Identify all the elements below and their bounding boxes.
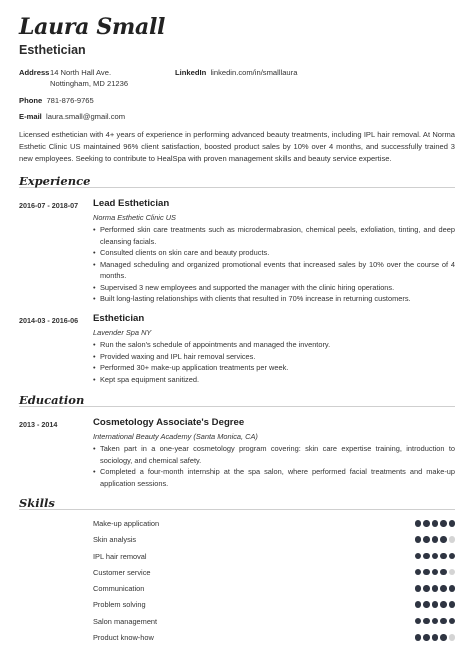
address-label: Address [19, 68, 50, 77]
entry-title: Cosmetology Associate's Degree [93, 417, 245, 428]
rating-dot-filled [432, 553, 439, 560]
experience-heading: Experience [19, 174, 91, 188]
contact-email [19, 111, 125, 122]
rating-dot-filled [440, 601, 447, 608]
skill-name: Product know-how [93, 633, 154, 643]
skill-name: IPL hair removal [93, 551, 147, 561]
rating-dot-filled [415, 585, 422, 592]
rating-dot-filled [449, 601, 456, 608]
linkedin-label: LinkedIn [175, 68, 207, 77]
skill-row [93, 600, 455, 616]
rating-dot-filled [423, 634, 430, 641]
rating-dot-filled [423, 601, 430, 608]
entry-dates: 2016-07 - 2018-07 [19, 201, 79, 210]
rating-dot-filled [432, 634, 439, 641]
rating-dot-empty [449, 569, 456, 576]
skill-name: Customer service [93, 567, 151, 577]
rating-dot-filled [440, 553, 447, 560]
bullet-item: • Run the salon's schedule of appointments and managed the inventory. [93, 339, 455, 351]
skill-rating [415, 618, 456, 625]
rating-dot-filled [415, 553, 422, 560]
skill-name: Make-up application [93, 519, 160, 528]
rating-dot-filled [449, 585, 456, 592]
skill-name: Communication [93, 584, 145, 594]
skill-name: Problem solving [93, 600, 146, 610]
rating-dot-empty [449, 634, 456, 641]
bullet-item: • Managed scheduling and organized promotional events that increased sales by 10% over the course of 4 months. [93, 259, 455, 282]
entry-dates: 2014-03 - 2016-06 [19, 316, 79, 325]
skill-name: Skin analysis [93, 535, 137, 545]
rating-dot-filled [449, 520, 456, 527]
rating-dot-filled [423, 569, 430, 576]
skill-row [93, 633, 455, 649]
bullet-item: • Performed skin care treatments such as microdermabrasion, chemical peels, exfoliation, tinting, and deep cleansing facials. [93, 224, 455, 247]
entry-title: Esthetician [93, 313, 145, 324]
rating-dot-filled [415, 569, 422, 576]
address-line-1: 14 North Hall Ave. [50, 68, 112, 77]
rating-dot-filled [440, 520, 447, 527]
contact-linkedin [175, 67, 297, 78]
rating-dot-filled [423, 520, 430, 527]
rating-dot-filled [449, 618, 456, 625]
skill-rating [415, 585, 456, 592]
bullet-item: • Completed a four-month internship at the spa salon, where performed facial treatments and make-up application sessions. [93, 466, 455, 489]
rating-dot-filled [423, 553, 430, 560]
rating-dot-filled [423, 585, 430, 592]
contact-phone [19, 95, 94, 106]
entry-organization: International Beauty Academy (Santa Monica, CA) [93, 432, 258, 441]
rating-dot-filled [432, 520, 439, 527]
bullet-list [93, 443, 455, 489]
skills-list [93, 519, 455, 649]
email-link[interactable]: laura.small@gmail.com [46, 112, 126, 121]
resume-name: Laura Small [19, 14, 166, 40]
rating-dot-filled [415, 520, 422, 527]
address-line-2: Nottingham, MD 21236 [50, 79, 129, 88]
bullet-item: • Built long-lasting relationships with clients that resulted in 70% increase in returning customers. [93, 293, 455, 305]
skills-heading: Skills [19, 496, 55, 510]
rating-dot-filled [423, 536, 430, 543]
skill-row [93, 568, 455, 584]
entry-organization: Lavender Spa NY [93, 328, 152, 337]
rating-dot-filled [415, 601, 422, 608]
phone-value: 781-876-9765 [46, 96, 94, 105]
skill-rating [415, 553, 456, 560]
phone-label: Phone [19, 96, 43, 105]
skill-row [93, 519, 455, 535]
rating-dot-filled [440, 634, 447, 641]
entry-organization: Norma Esthetic Clinic US [93, 213, 176, 222]
rating-dot-empty [449, 536, 456, 543]
rating-dot-filled [440, 585, 447, 592]
entry-title: Lead Esthetician [93, 198, 170, 209]
rating-dot-filled [432, 601, 439, 608]
bullet-list [93, 224, 455, 305]
education-section-header [19, 391, 455, 407]
bullet-item: • Performed 30+ make-up application treatments per week. [93, 362, 455, 374]
summary-paragraph: Licensed esthetician with 4+ years of experience in performing advanced beauty treatments, including IPL hair removal. At Norma Esthetic Clinic US maintained 96% client satisfaction, boosted product sales by 10% over 4 months, and successfully trained 3 new employees. Seeking to contribute to HealSpa with proven management skills and beauty service expertise. [19, 130, 455, 163]
skill-rating [415, 520, 456, 527]
rating-dot-filled [415, 634, 422, 641]
entry-dates: 2013 - 2014 [19, 420, 58, 429]
rating-dot-filled [432, 569, 439, 576]
skill-rating [415, 634, 456, 641]
rating-dot-filled [423, 618, 430, 625]
rating-dot-filled [440, 536, 447, 543]
rating-dot-filled [440, 569, 447, 576]
skill-row [93, 617, 455, 633]
skill-row [93, 584, 455, 600]
skill-rating [415, 569, 456, 576]
contact-address [19, 67, 129, 88]
bullet-item: • Kept spa equipment sanitized. [93, 374, 455, 386]
rating-dot-filled [440, 618, 447, 625]
skill-name: Salon management [93, 616, 158, 626]
skill-rating [415, 536, 456, 543]
bullet-item: • Provided waxing and IPL hair removal services. [93, 351, 455, 363]
rating-dot-filled [415, 618, 422, 625]
education-heading: Education [19, 393, 85, 407]
bullet-list [93, 339, 455, 385]
rating-dot-filled [432, 618, 439, 625]
skills-section-header [19, 494, 455, 510]
experience-section-header [19, 172, 455, 188]
rating-dot-filled [415, 536, 422, 543]
rating-dot-filled [432, 536, 439, 543]
bullet-item: • Taken part in a one-year cosmetology program covering: skin care expertise training, introduction to sociology, and chemical safety. [93, 443, 455, 466]
bullet-item: • Consulted clients on skin care and beauty products. [93, 247, 455, 259]
email-label: E-mail [19, 112, 42, 121]
rating-dot-filled [432, 585, 439, 592]
skill-row [93, 552, 455, 568]
linkedin-link[interactable]: linkedin.com/in/smalllaura [210, 68, 298, 77]
resume-job-title: Esthetician [19, 43, 86, 57]
rating-dot-filled [449, 553, 456, 560]
bullet-item: • Supervised 3 new employees and supported the manager with the clinic hiring operations. [93, 282, 455, 294]
skill-row [93, 535, 455, 551]
skill-rating [415, 601, 456, 608]
